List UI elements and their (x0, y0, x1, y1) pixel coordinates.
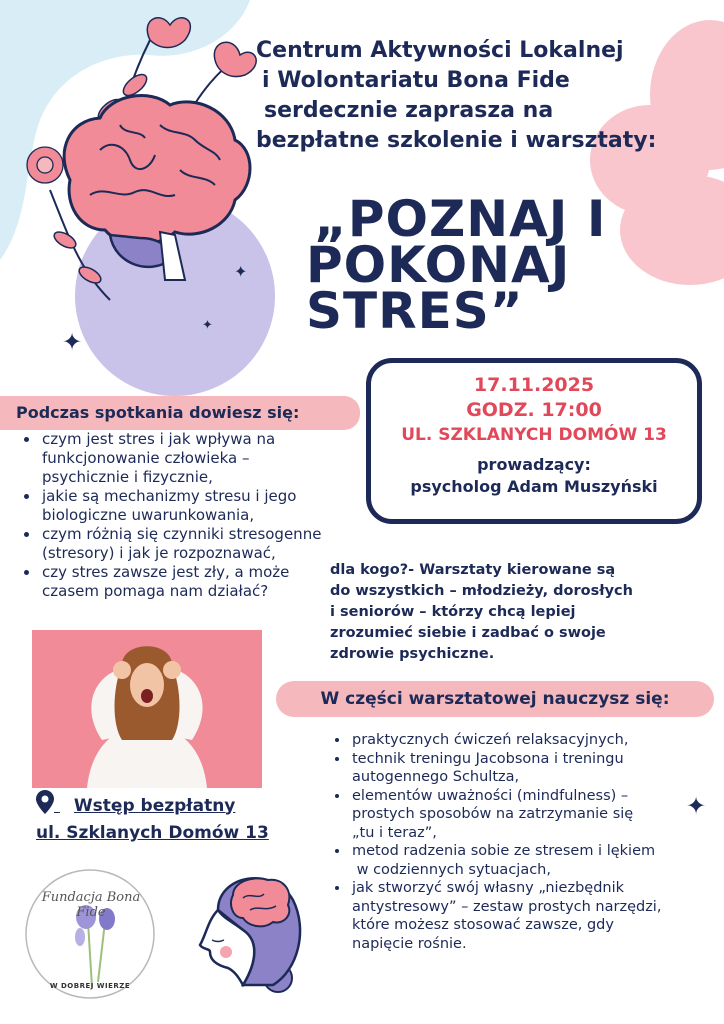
woman-head-illustration (188, 860, 308, 1000)
entry-address: ul. Szklanych Domów 13 (36, 823, 269, 843)
workshop-item (350, 731, 720, 750)
host-name: psycholog Adam Muszyński (410, 477, 658, 496)
workshop-item (350, 842, 720, 879)
workshop-item-line: „tu i teraz”, (352, 824, 437, 841)
header-line: serdecznie zaprasza na (264, 98, 554, 123)
event-date: 17.11.2025 (473, 374, 595, 396)
workshop-item-line: prostych sposobów na zatrzymanie się (352, 806, 634, 822)
learn-item-line: • czy stres zawsze jest zły, a może (42, 563, 290, 581)
workshop-item (350, 879, 720, 953)
logo-motto: W DOBREJ WIERZE (49, 982, 131, 990)
workshop-item-line: • metod radzenia sobie ze stresem i lękiem (352, 843, 656, 859)
learn-item (40, 563, 380, 601)
audience-line: i seniorów – którzy chcą lepiej (330, 604, 576, 620)
organizer-invitation (250, 36, 710, 156)
workshop-item-line: napięcie rośnie. (352, 935, 467, 952)
workshop-item-line: w codziennych sytuacjach, (352, 861, 551, 878)
workshop-list (334, 731, 720, 953)
logo-script-text: Fundacja Bona Fide (41, 890, 141, 920)
learn-list (24, 430, 380, 601)
workshop-item-line: • technik treningu Jacobsona i treningu (352, 750, 624, 767)
workshop-item-line: które możesz stosować zawsze, gdy (352, 917, 614, 933)
daisy-flower (27, 147, 63, 183)
header-line: bezpłatne szkolenie i warsztaty: (256, 128, 657, 153)
host-label: prowadzący: (477, 455, 591, 474)
learn-item (40, 525, 380, 563)
workshop-item (350, 750, 720, 787)
title-line: STRES” (306, 282, 524, 340)
audience-line: dla kogo?- Warsztaty kierowane są (330, 562, 616, 578)
learn-item-line: (stresory) i jak je rozpoznawać, (42, 544, 276, 562)
learn-heading: Podczas spotkania dowiesz się: (0, 396, 360, 430)
entry-free: Wstęp bezpłatny (73, 795, 236, 816)
foundation-logo (20, 862, 160, 1004)
sparkle-icon: ✦ (202, 318, 213, 333)
sparkle-icon: ✦ (686, 792, 707, 820)
learn-item (40, 487, 380, 525)
audience-line: zdrowie psychiczne. (330, 646, 495, 662)
entry-info (36, 790, 326, 845)
location-pin-icon (36, 790, 54, 821)
brain-shape (64, 96, 250, 245)
learn-item-line: • czym różnią się czynniki stresogenne (42, 525, 322, 543)
workshop-item-line: • jak stworzyć swój własny „niezbędnik (352, 880, 625, 896)
header-line: i Wolontariatu Bona Fide (262, 68, 570, 93)
header-line: Centrum Aktywności Lokalnej (256, 38, 624, 63)
brainstem-shape (160, 232, 185, 280)
learn-item-line: • czym jest stres i jak wpływa na (42, 430, 276, 448)
learn-item-line: • jakie są mechanizmy stresu i jego (42, 487, 297, 505)
event-time: GODZ. 17:00 (466, 399, 602, 421)
title-line: „POZNAJ I (314, 190, 607, 248)
title-line: POKONAJ (306, 236, 571, 294)
learn-item-line: czasem pomaga nam działać? (42, 582, 269, 600)
workshop-item-line: autogennego Schultza, (352, 769, 520, 785)
workshop-item-line: • praktycznych ćwiczeń relaksacyjnych, (352, 732, 629, 748)
learn-item-line: psychicznie i fizycznie, (42, 468, 213, 486)
workshop-heading: W części warsztatowej nauczysz się: (276, 681, 714, 717)
sparkle-icon: ✦ (234, 262, 248, 281)
learn-item (40, 430, 380, 487)
sparkle-icon: ✦ (62, 328, 83, 356)
target-audience (330, 560, 710, 665)
learn-item-line: funkcjonowanie człowieka – (42, 449, 250, 467)
workshop-item (350, 787, 720, 843)
audience-line: zrozumieć siebie i zadbać o swoje (330, 625, 606, 641)
event-address: UL. SZKLANYCH DOMÓW 13 (401, 425, 667, 445)
event-details-box (366, 358, 702, 524)
brain-illustration (10, 10, 270, 310)
workshop-item-line: antystresowy” – zestaw prostych narzędzi, (352, 898, 662, 915)
woman-figure (32, 630, 262, 788)
stressed-woman-photo (32, 630, 262, 788)
workshop-item-line: • elementów uważności (mindfulness) – (352, 787, 629, 804)
audience-line: do wszystkich – młodzieży, dorosłych (330, 583, 633, 599)
learn-item-line: biologiczne uwarunkowania, (42, 506, 255, 524)
event-title (306, 190, 686, 340)
